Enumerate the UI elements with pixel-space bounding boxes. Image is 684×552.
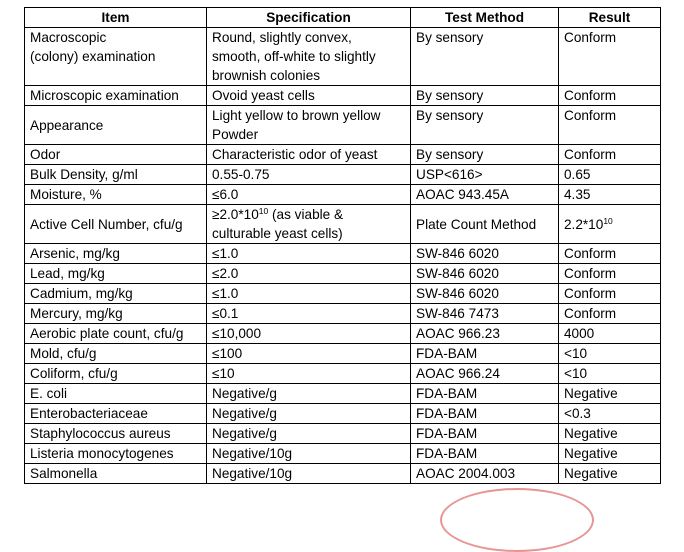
item-text: E. coli: [30, 386, 68, 401]
specification-cell: [207, 284, 411, 304]
specification-cell: [207, 185, 411, 205]
specification-table: [24, 7, 661, 484]
result-cell: [559, 106, 661, 145]
result-cell: [559, 165, 661, 185]
method-text: By sensory: [416, 30, 484, 45]
item-cell: [25, 86, 207, 106]
method-text: AOAC 966.23: [416, 326, 500, 341]
test-method-cell: [411, 284, 559, 304]
header-specification: Specification: [207, 8, 411, 28]
specification-cell: [207, 106, 411, 145]
result-text: Negative: [564, 446, 618, 461]
table-row: [25, 264, 661, 284]
result-cell: [559, 364, 661, 384]
item-cell: [25, 284, 207, 304]
spec-text: Negative/g: [212, 386, 277, 401]
specification-cell: [207, 86, 411, 106]
specification-cell: [207, 444, 411, 464]
result-text: Negative: [564, 426, 618, 441]
item-text: Lead, mg/kg: [30, 266, 105, 281]
test-method-cell: [411, 205, 559, 244]
table-row: [25, 106, 661, 145]
method-text: SW-846 6020: [416, 246, 499, 261]
table-row: [25, 304, 661, 324]
result-cell: [559, 464, 661, 484]
result-text: Negative: [564, 466, 618, 481]
result-text: Conform: [564, 266, 617, 281]
table-row: [25, 464, 661, 484]
method-text: USP<616>: [416, 167, 483, 182]
table-row: [25, 284, 661, 304]
result-text: Conform: [564, 88, 617, 103]
result-cell: [559, 424, 661, 444]
result-cell: [559, 384, 661, 404]
spec-text: 0.55-0.75: [212, 167, 270, 182]
item-cell: [25, 384, 207, 404]
specification-cell: [207, 344, 411, 364]
item-cell: [25, 145, 207, 165]
item-text: Enterobacteriaceae: [30, 406, 148, 421]
header-test-method: Test Method: [411, 8, 559, 28]
test-method-cell: [411, 304, 559, 324]
specification-cell: [207, 205, 411, 244]
red-stamp-seal: [440, 488, 594, 552]
result-cell: [559, 404, 661, 424]
method-text: FDA-BAM: [416, 426, 478, 441]
item-cell: [25, 364, 207, 384]
test-method-cell: [411, 324, 559, 344]
test-method-cell: [411, 86, 559, 106]
specification-cell: [207, 264, 411, 284]
method-text: By sensory: [416, 108, 484, 123]
table-row: [25, 244, 661, 264]
method-text: AOAC 966.24: [416, 366, 500, 381]
method-text: FDA-BAM: [416, 406, 478, 421]
specification-cell: [207, 384, 411, 404]
result-text: <10: [564, 366, 588, 381]
test-method-cell: [411, 185, 559, 205]
item-cell: [25, 344, 207, 364]
item-text: Arsenic, mg/kg: [30, 246, 120, 261]
result-cell: [559, 205, 661, 244]
spec-text: ≤10,000: [212, 326, 262, 341]
test-method-cell: [411, 424, 559, 444]
table-row: [25, 205, 661, 244]
result-text: 4000: [564, 326, 595, 341]
result-text: Negative: [564, 386, 618, 401]
item-cell: [25, 464, 207, 484]
method-text: AOAC 2004.003: [416, 466, 515, 481]
method-text: SW-846 7473: [416, 306, 499, 321]
item-text: Coliform, cfu/g: [30, 366, 118, 381]
test-method-cell: [411, 264, 559, 284]
result-cell: [559, 145, 661, 165]
result-cell: [559, 304, 661, 324]
result-cell: [559, 185, 661, 205]
item-text: Moisture, %: [30, 187, 102, 202]
spec-text: Light yellow to brown yellow Powder: [212, 108, 381, 142]
header-item: Item: [25, 8, 207, 28]
item-text: Staphylococcus aureus: [30, 426, 171, 441]
item-text: Bulk Density, g/ml: [30, 167, 138, 182]
method-text: FDA-BAM: [416, 386, 478, 401]
item-text: Macroscopic (colony) examination: [30, 30, 156, 64]
test-method-cell: [411, 165, 559, 185]
item-cell: [25, 444, 207, 464]
result-text: 0.65: [564, 167, 591, 182]
method-text: SW-846 6020: [416, 266, 499, 281]
method-text: FDA-BAM: [416, 346, 478, 361]
spec-text: ≤1.0: [212, 246, 239, 261]
item-text: Odor: [30, 147, 61, 162]
spec-text: Negative/g: [212, 426, 277, 441]
spec-text: ≤100: [212, 346, 243, 361]
test-method-cell: [411, 106, 559, 145]
item-cell: [25, 205, 207, 244]
table-row: [25, 28, 661, 86]
spec-text: Ovoid yeast cells: [212, 88, 315, 103]
table-row: [25, 324, 661, 344]
result-cell: [559, 28, 661, 86]
item-text: Mercury, mg/kg: [30, 306, 123, 321]
result-cell: [559, 86, 661, 106]
test-method-cell: [411, 145, 559, 165]
item-text: Microscopic examination: [30, 88, 179, 103]
spec-text: ≤10: [212, 366, 235, 381]
result-text: 2.2*10: [564, 216, 604, 232]
result-text: Conform: [564, 30, 617, 45]
test-method-cell: [411, 364, 559, 384]
result-text: Conform: [564, 306, 617, 321]
result-text: <10: [564, 346, 588, 361]
item-cell: [25, 404, 207, 424]
result-text: Conform: [564, 286, 617, 301]
specification-cell: [207, 464, 411, 484]
test-method-cell: [411, 404, 559, 424]
specification-cell: [207, 165, 411, 185]
method-text: By sensory: [416, 147, 484, 162]
table-row: [25, 404, 661, 424]
table-row: [25, 424, 661, 444]
method-text: SW-846 6020: [416, 286, 499, 301]
result-cell: [559, 344, 661, 364]
table-row: [25, 444, 661, 464]
item-text: Listeria monocytogenes: [30, 446, 174, 461]
result-cell: [559, 444, 661, 464]
result-text: Conform: [564, 108, 617, 123]
item-cell: [25, 244, 207, 264]
table-row: [25, 145, 661, 165]
item-text: Cadmium, mg/kg: [30, 286, 133, 301]
item-cell: [25, 165, 207, 185]
test-method-cell: [411, 244, 559, 264]
item-cell: [25, 324, 207, 344]
specification-cell: [207, 145, 411, 165]
table-row: [25, 185, 661, 205]
item-cell: [25, 264, 207, 284]
specification-cell: [207, 424, 411, 444]
result-text: Conform: [564, 147, 617, 162]
result-text: Conform: [564, 246, 617, 261]
test-method-cell: [411, 464, 559, 484]
result-cell: [559, 284, 661, 304]
table-row: [25, 344, 661, 364]
test-method-cell: [411, 344, 559, 364]
table-row: [25, 165, 661, 185]
test-method-cell: [411, 384, 559, 404]
item-text: Mold, cfu/g: [30, 346, 97, 361]
specification-cell: [207, 28, 411, 86]
header-result: Result: [559, 8, 661, 28]
method-text: By sensory: [416, 88, 484, 103]
result-cell: [559, 264, 661, 284]
item-cell: [25, 424, 207, 444]
table-row: [25, 364, 661, 384]
item-cell: [25, 106, 207, 145]
spec-text: Characteristic odor of yeast: [212, 147, 378, 162]
specification-cell: [207, 404, 411, 424]
result-text: 4.35: [564, 187, 591, 202]
test-method-cell: [411, 444, 559, 464]
specification-cell: [207, 304, 411, 324]
spec-text: ≤1.0: [212, 286, 239, 301]
item-text: Appearance: [30, 117, 104, 133]
result-exponent: 10: [603, 215, 613, 226]
spec-text: ≤6.0: [212, 187, 239, 202]
spec-text: Round, slightly convex, smooth, off-white to slightly brownish colonies: [212, 30, 376, 83]
test-method-cell: [411, 28, 559, 86]
spec-text: Negative/g: [212, 406, 277, 421]
spec-exponent: 10: [258, 206, 269, 216]
method-text: FDA-BAM: [416, 446, 478, 461]
item-text: Salmonella: [30, 466, 98, 481]
item-text: Aerobic plate count, cfu/g: [30, 326, 184, 341]
item-cell: [25, 185, 207, 205]
specification-cell: [207, 364, 411, 384]
result-text: <0.3: [564, 406, 591, 421]
method-text: AOAC 943.45A: [416, 187, 509, 202]
spec-text: Negative/10g: [212, 446, 293, 461]
specification-cell: [207, 244, 411, 264]
result-cell: [559, 244, 661, 264]
result-cell: [559, 324, 661, 344]
item-text: Active Cell Number, cfu/g: [30, 216, 183, 232]
spec-text: ≥2.0*10: [212, 207, 259, 222]
spec-text: Negative/10g: [212, 466, 293, 481]
spec-text: ≤2.0: [212, 266, 239, 281]
spec-text: ≤0.1: [212, 306, 239, 321]
method-text: Plate Count Method: [416, 216, 537, 232]
item-cell: [25, 28, 207, 86]
specification-cell: [207, 324, 411, 344]
table-row: [25, 86, 661, 106]
spec-text-cont: (as viable & culturable yeast cells): [212, 207, 344, 241]
table-row: [25, 384, 661, 404]
item-cell: [25, 304, 207, 324]
header-row: [25, 8, 661, 28]
